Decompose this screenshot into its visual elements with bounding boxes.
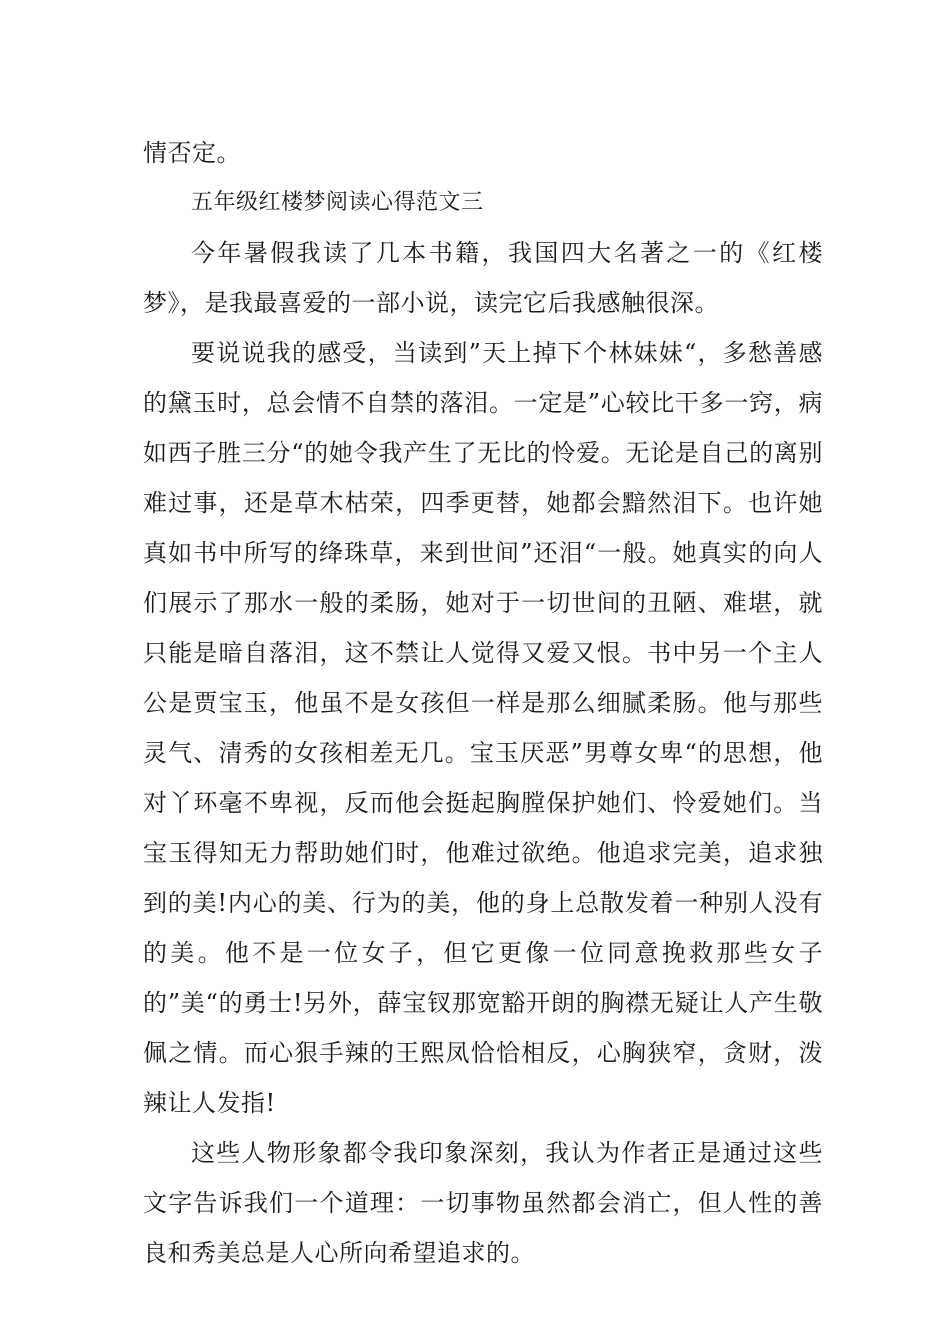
document-body xyxy=(143,128,823,1278)
paragraph-conclusion: 这些人物形象都令我印象深刻，我认为作者正是通过这些文字告诉我们一个道理：一切事物虽然都会消亡，但人性的善良和秀美总是人心所向希望追求的。 xyxy=(143,1139,823,1267)
section-heading: 五年级红楼梦阅读心得范文三 xyxy=(191,190,484,215)
paragraph-intro: 今年暑假我读了几本书籍，我国四大名著之一的《红楼梦》，是我最喜爱的一部小说，读完它后我感触很深。 xyxy=(143,239,823,317)
paragraph-continuation: 情否定。 xyxy=(143,139,241,167)
paragraph-characters: 要说说我的感受，当读到”天上掉下个林妹妹“，多愁善感的黛玉时，总会情不自禁的落泪。一定是”心较比干多一窍，病如西子胜三分“的她令我产生了无比的怜爱。无论是自己的离别难过事，还是草木枯荣，四季更替，她都会黯然泪下。也许她真如书中所写的绛珠草，来到世间”还泪“一般。她真实的向人们展示了那水一般的柔肠，她对于一切世间的丑陋、难堪，就只能是暗自落泪，这不禁让人觉得又爱又恨。书中另一个主人公是贾宝玉，他虽不是女孩但一样是那么细腻柔肠。他与那些灵气、清秀的女孩相差无几。宝玉厌恶”男尊女卑“的思想，他对丫环毫不卑视，反而他会挺起胸膛保护她们、怜爱她们。当宝玉得知无力帮助她们时，他难过欲绝。他追求完美，追求独到的美!内心的美、行为的美，他的身上总散发着一种别人没有的美。他不是一位女子，但它更像一位同意挽救那些女子的”美“的勇士!另外，薛宝钗那宽豁开朗的胸襟无疑让人产生敬佩之情。而心狠手辣的王熙凤恰恰相反，心胸狭窄，贪财，泼辣让人发指! xyxy=(143,339,823,1117)
